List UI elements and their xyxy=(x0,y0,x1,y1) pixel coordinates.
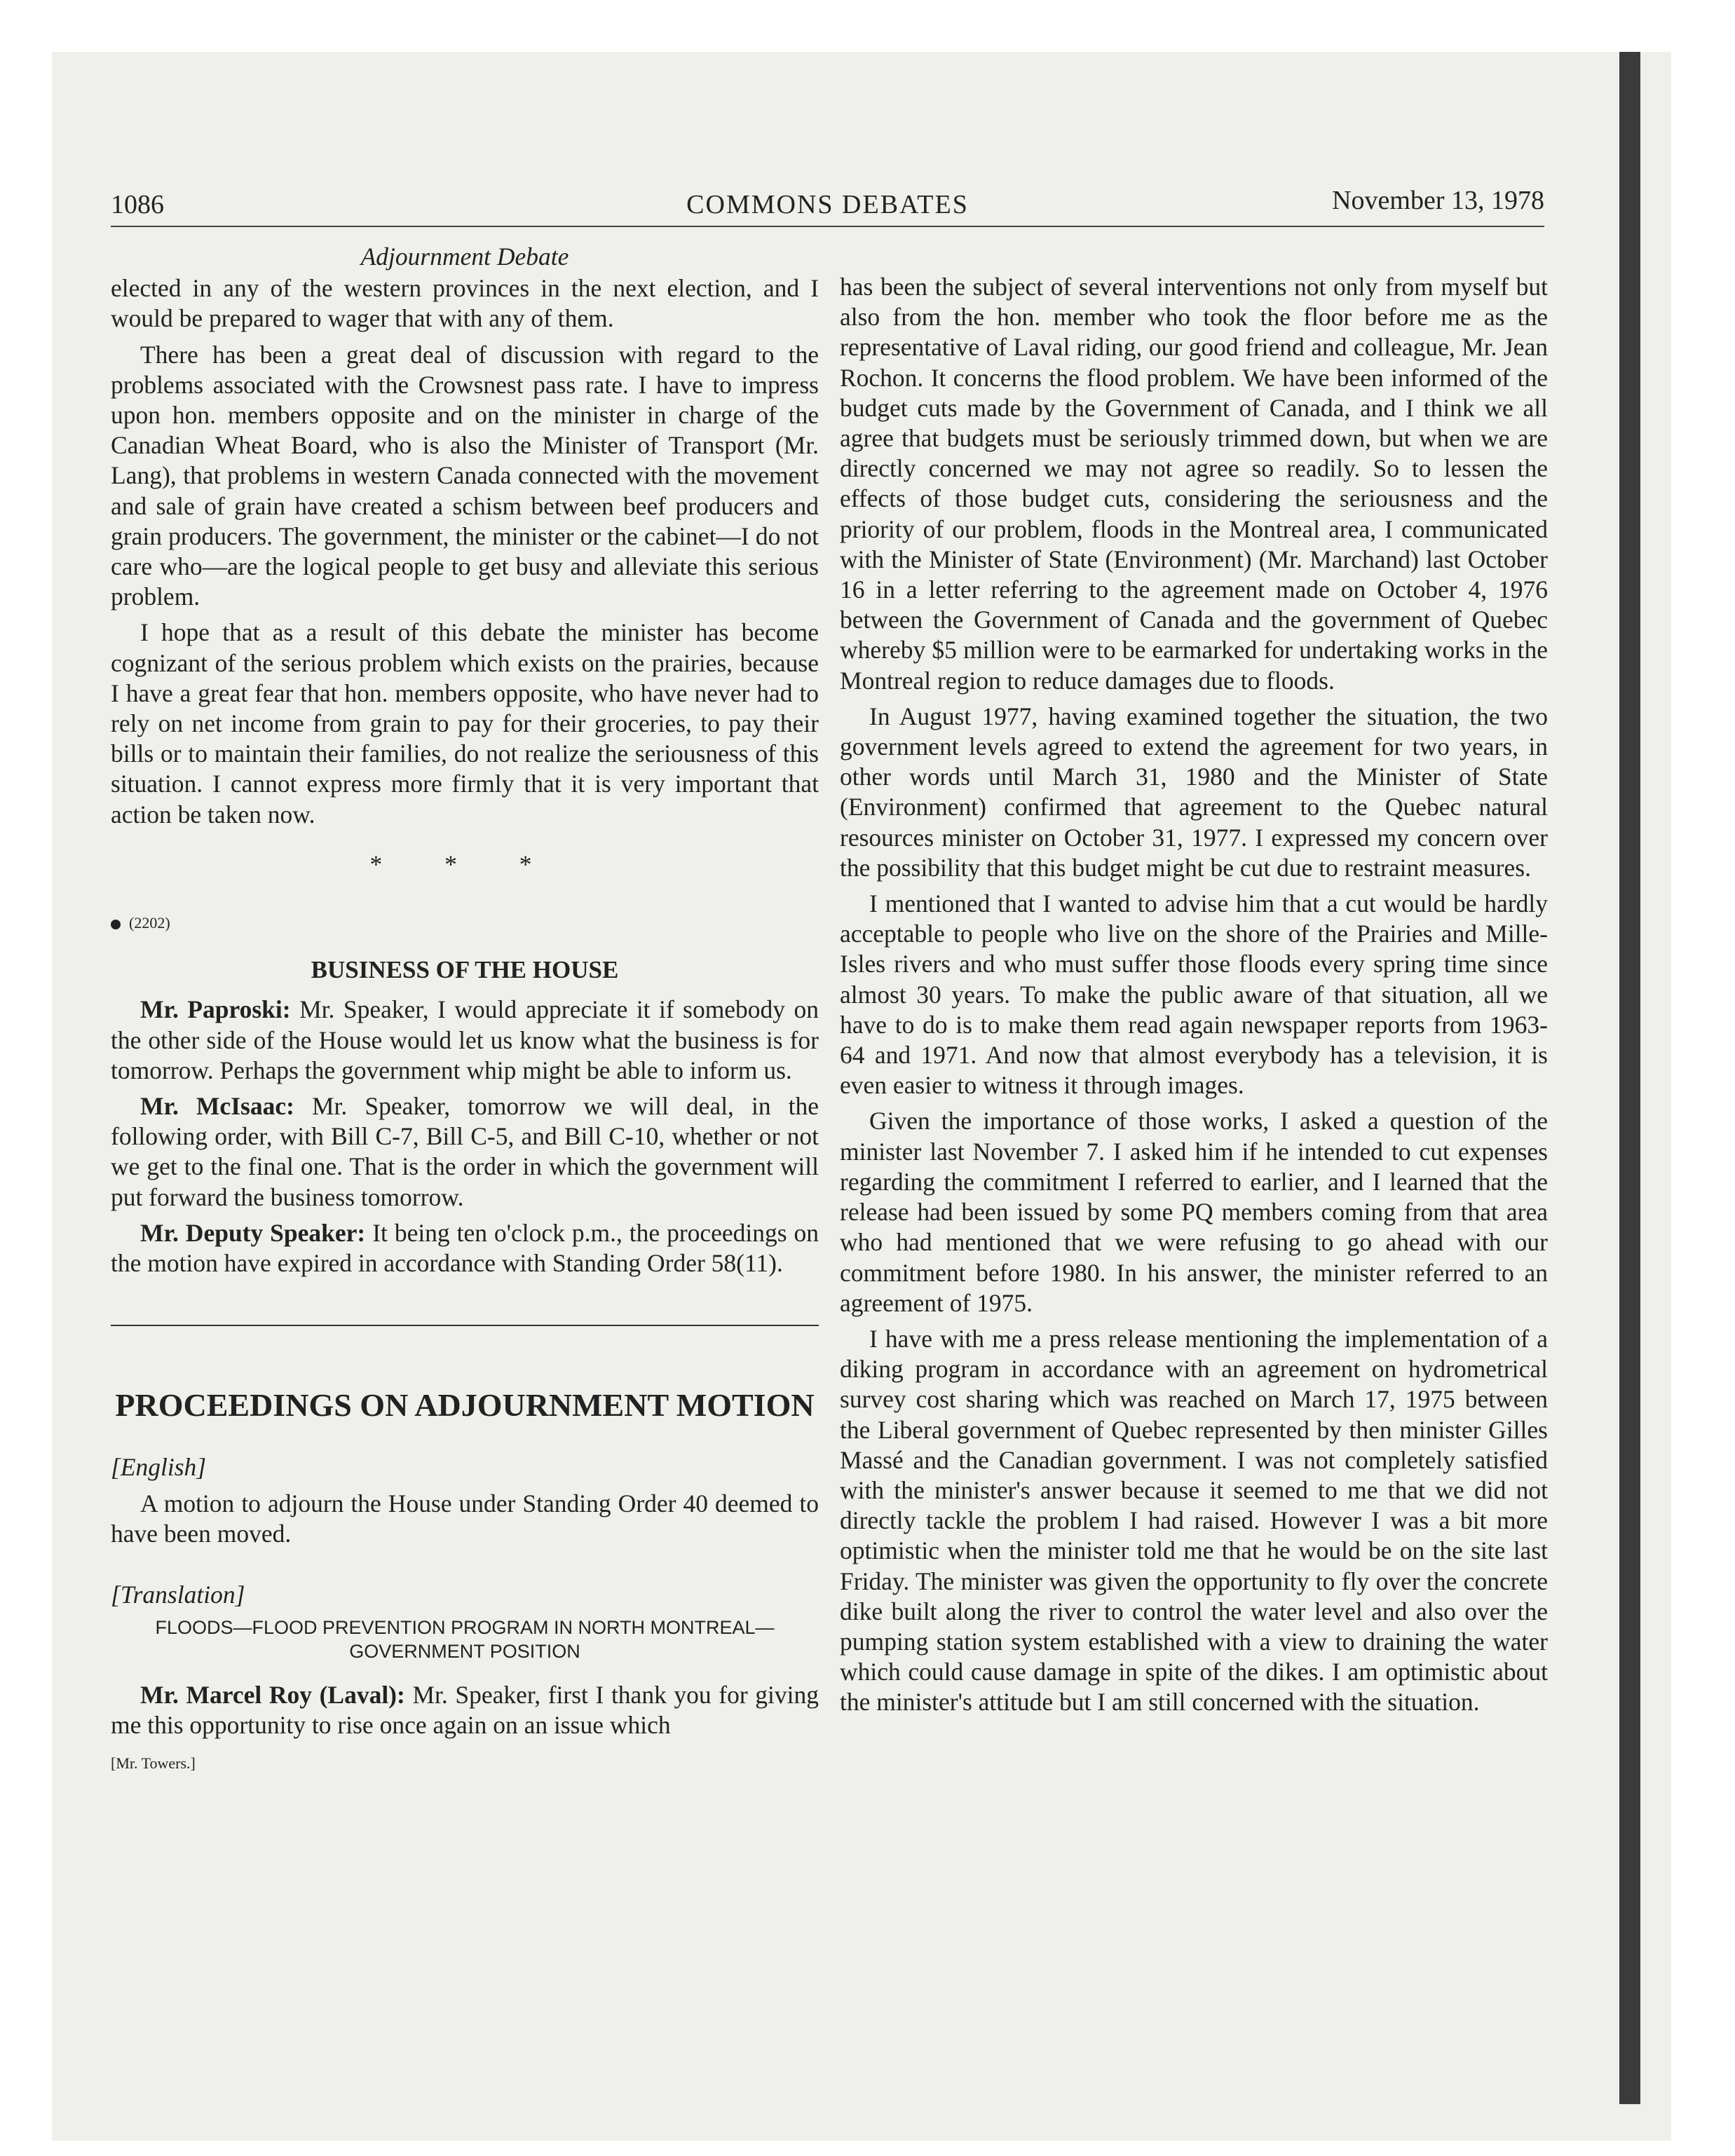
footnote: [Mr. Towers.] xyxy=(111,1754,196,1772)
language-tag: [English] xyxy=(111,1453,207,1482)
speech-paproski: Mr. Paproski: Mr. Speaker, I would appreciate it if somebody on the other side of the House would let us know what the business is for tomorrow. Perhaps the government whip might be able to inform us. xyxy=(111,995,819,1084)
speaker-name: Mr. Paproski: xyxy=(140,995,291,1024)
paragraph: A motion to adjourn the House under Standing Order 40 deemed to have been moved. xyxy=(111,1489,819,1548)
divider xyxy=(111,1325,819,1326)
language-tag: [Translation] xyxy=(111,1580,245,1609)
right-column xyxy=(840,272,1548,1724)
page-number: 1086 xyxy=(111,190,164,219)
section-break: * * * xyxy=(369,850,560,878)
speaker-name: Mr. Marcel Roy (Laval): xyxy=(140,1681,405,1710)
topic-heading: FLOODS—FLOOD PREVENTION PROGRAM IN NORTH MONTREAL—GOVERNMENT POSITION xyxy=(155,1617,775,1663)
issue-date: November 13, 1978 xyxy=(1332,186,1544,215)
paragraph: has been the subject of several interventions not only from myself but also from the hon. member who took the floor before me as the representative of Laval riding, our good friend and colleague, Mr. Jean Rochon. It concerns the flood problem. We have been informed of the budget cuts made by the Government of Canada, and I think we all agree that budgets must be seriously trimmed down, but when we are directly concerned we may not agree so readily. So to lessen the effects of those budget cuts, considering the seriousness and the priority of our problem, floods in the Montreal area, I communicated with the Minister of State (Environment) (Mr. Marchand) last October 16 in a letter referring to the agreement made on October 4, 1976 between the Government of Canada and the government of Quebec whereby $5 million were to be earmarked for undertaking works in the Montreal region to reduce damages due to floods. xyxy=(840,273,1548,695)
paragraph: I have with me a press release mentioning the implementation of a diking program in accordance with an agreement on hydrometrical survey cost sharing which was reached on March 17, 1975 between the Liberal government of Quebec represented by then minister Gilles Massé and the Canadian government. I was not completely satisfied with the minister's answer because it seemed to me that we did not directly tackle the problem I had raised. However I was a bit more optimistic when the minister told me that he would be on the site last Friday. The minister was given the opportunity to fly over the concrete dike built along the river to control the water level and also over the pumping station system established with a view to draining the water which could cause damage in spite of the dikes. I am optimistic about the minister's attitude but I am still concerned with the situation. xyxy=(840,1324,1548,1717)
running-head: Adjournment Debate xyxy=(360,243,569,271)
paragraph: elected in any of the western provinces in the next election, and I would be prepared to wager that with any of them. xyxy=(111,274,819,333)
speech-deputy-speaker: Mr. Deputy Speaker: It being ten o'clock p.m., the proceedings on the motion have expired in accordance with Standing Order 58(11). xyxy=(111,1218,819,1278)
binding-shadow xyxy=(1619,52,1640,2104)
publication-title: COMMONS DEBATES xyxy=(686,190,969,219)
paragraph: There has been a great deal of discussion with regard to the problems associated with the Crowsnest pass rate. I have to impress upon hon. members opposite and on the minister in charge of the Canadian Wheat Board, who is also the Minister of Transport (Mr. Lang), that problems in western Canada connected with the movement and sale of grain have created a schism between beef producers and grain producers. The government, the minister or the cabinet—I do not care who—are the logical people to get busy and alleviate this serious problem. xyxy=(111,340,819,611)
time-marker: (2202) xyxy=(111,908,819,938)
speech-roy: Mr. Marcel Roy (Laval): Mr. Speaker, first I thank you for giving me this opportunity to rise once again on an issue which xyxy=(111,1681,819,1740)
speaker-name: Mr. Deputy Speaker: xyxy=(140,1218,366,1247)
paragraph: Given the importance of those works, I asked a question of the minister last November 7. I asked him if he intended to cut expenses regarding the commitment I referred to earlier, and I learned that the release had been issued by some PQ members coming from that area who had mentioned that we were refusing to go ahead with our commitment before 1980. In his answer, the minister referred to an agreement of 1975. xyxy=(840,1107,1548,1317)
speaker-name: Mr. McIsaac: xyxy=(140,1092,294,1121)
speech-mcisaac: Mr. McIsaac: Mr. Speaker, tomorrow we will deal, in the following order, with Bill C-7, Bill C-5, and Bill C-10, whether or not we get to the final one. That is the order in which the government will put forward the business tomorrow. xyxy=(111,1092,819,1211)
left-column xyxy=(111,242,819,1778)
paragraph: In August 1977, having examined together the situation, the two government levels agreed to extend the agreement for two years, in other words until March 31, 1980 and the Minister of State (Environment) confirmed that agreement to the Quebec natural resources minister on October 31, 1977. I expressed my concern over the possibility that this budget might be cut due to restraint measures. xyxy=(840,702,1548,882)
bullet-icon xyxy=(111,920,121,929)
page-header xyxy=(111,186,1544,227)
section-heading: BUSINESS OF THE HOUSE xyxy=(311,956,619,984)
paragraph: I hope that as a result of this debate the minister has become cognizant of the serious problem which exists on the prairies, because I have a great fear that hon. members opposite, who have never had to rely on net income from grain to pay for their groceries, to pay their bills or to maintain their families, do not realize the seriousness of this situation. I cannot express more firmly that it is very important that action be taken now. xyxy=(111,618,819,828)
paragraph: I mentioned that I wanted to advise him that a cut would be hardly acceptable to people who live on the shore of the Prairies and Mille-Isles rivers and who must suffer those floods every spring time since almost 30 years. To make the public aware of that situation, all we have to do is to make them read again newspaper reports from 1963-64 and 1971. And now that almost everybody has a television, it is even easier to witness it through images. xyxy=(840,889,1548,1100)
major-heading: PROCEEDINGS ON ADJOURNMENT MOTION xyxy=(115,1387,815,1424)
